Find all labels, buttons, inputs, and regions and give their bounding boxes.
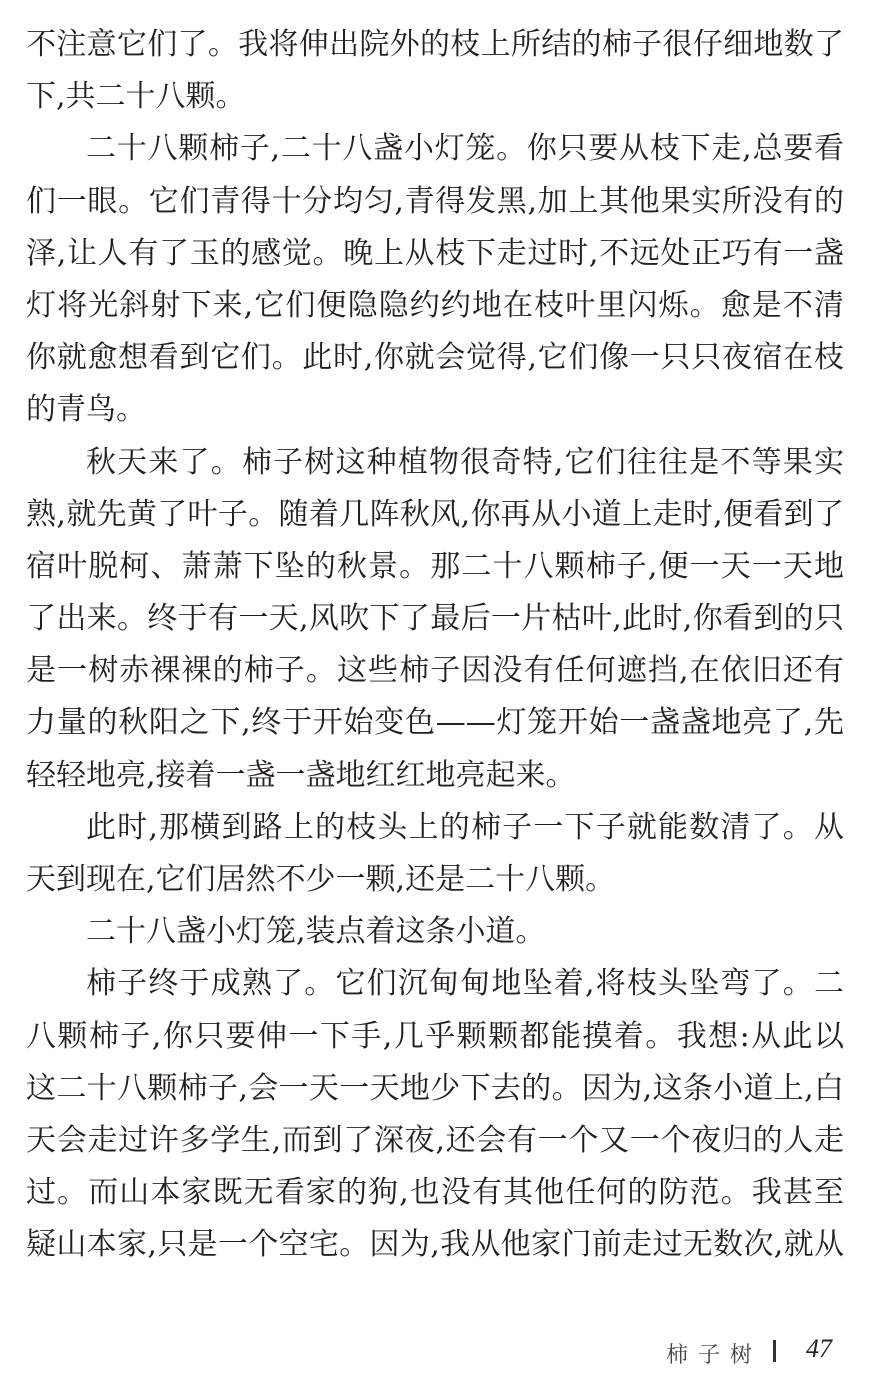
text-line: 过。而山本家既无看家的狗,也没有其他任何的防范。我甚至 [26, 1175, 844, 1211]
page-number: 47 [806, 1334, 832, 1363]
text-line: 力量的秋阳之下,终于开始变色——灯笼开始一盏盏地亮了,先 [26, 705, 844, 741]
text-line: 疑山本家,只是一个空宅。因为,我从他家门前走过无数次,就从 [26, 1227, 844, 1263]
running-title: 柿子树 [666, 1343, 763, 1368]
text-line: 天到现在,它们居然不少一颗,还是二十八颗。 [26, 862, 616, 897]
text-line: 泽,让人有了玉的感觉。晚上从枝下走过时,不远处正巧有一盏 [26, 235, 844, 271]
text-line: 柿子终于成熟了。它们沉甸甸地坠着,将枝头坠弯了。二 [86, 966, 844, 1002]
text-line: 宿叶脱柯、萧萧下坠的秋景。那二十八颗柿子,便一天一天地 [26, 548, 844, 584]
page-footer [0, 1332, 869, 1372]
text-line: 不注意它们了。我将伸出院外的枝上所结的柿子很仔细地数了 [26, 27, 844, 62]
text-line: 的青鸟。 [26, 392, 146, 428]
text-line: 这二十八颗柿子,会一天一天地少下去的。因为,这条小道上,白 [26, 1070, 844, 1106]
text-line: 们一眼。它们青得十分均匀,青得发黑,加上其他果实所没有的 [26, 183, 844, 219]
text-line: 二十八盏小灯笼,装点着这条小道。 [86, 914, 546, 950]
text-line: 二十八颗柿子,二十八盏小灯笼。你只要从枝下走,总要看 [86, 131, 844, 167]
text-line: 是一树赤裸裸的柿子。这些柿子因没有任何遮挡,在依旧还有 [26, 653, 844, 689]
footer-separator [773, 1340, 776, 1362]
text-line: 你就愈想看到它们。此时,你就会觉得,它们像一只只夜宿在枝 [26, 340, 844, 376]
text-line: 秋天来了。柿子树这种植物很奇特,它们往往是不等果实 [86, 444, 844, 480]
text-line: 此时,那横到路上的枝头上的柿子一下子就能数清了。从 [86, 809, 844, 845]
text-line: 八颗柿子,你只要伸一下手,几乎颗颗都能摸着。我想:从此以 [26, 1018, 844, 1054]
text-line: 灯将光斜射下来,它们便隐隐约约地在枝叶里闪烁。愈是不清 [26, 287, 844, 323]
body-text [26, 19, 844, 1272]
text-line: 天会走过许多学生,而到了深夜,还会有一个又一个夜归的人走 [26, 1122, 844, 1158]
text-line: 了出来。终于有一天,风吹下了最后一片枯叶,此时,你看到的只 [26, 601, 844, 637]
text-line: 熟,就先黄了叶子。随着几阵秋风,你再从小道上走时,便看到了 [26, 496, 844, 532]
text-line: 下,共二十八颗。 [26, 79, 246, 115]
text-line: 轻轻地亮,接着一盏一盏地红红地亮起来。 [26, 757, 576, 793]
